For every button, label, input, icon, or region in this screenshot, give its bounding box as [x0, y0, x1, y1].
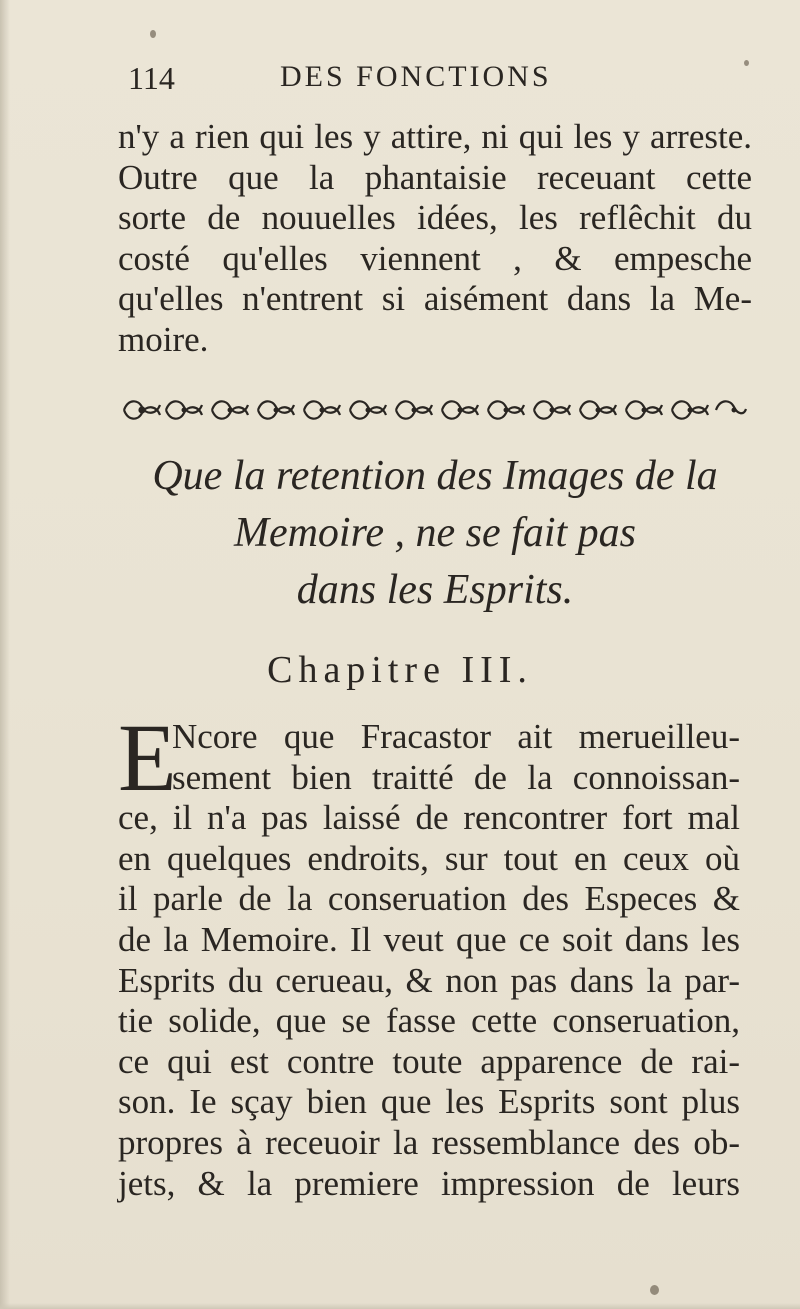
text-line: Esprits du cerueau, & non pas dans la par-	[118, 960, 740, 1000]
text-line: jets, & la premiere impression de leurs	[118, 1163, 740, 1203]
text-line: ce, il n'a pas laissé de rencontrer fort mal	[118, 798, 740, 838]
text-line: de la Memoire. Il veut que ce soit dans les	[118, 919, 740, 959]
ink-spot	[650, 1285, 659, 1295]
running-header	[128, 60, 748, 104]
text-line: ce qui est contre toute apparence de rai-	[118, 1041, 740, 1081]
text-line: tie solide, que se fasse cette conseruation,	[118, 1001, 740, 1041]
text-line: n'y a rien qui les y attire, ni qui les y arreste.	[118, 117, 752, 156]
passage-continued	[118, 117, 752, 361]
ink-spot	[150, 30, 156, 38]
text-line: moire.	[118, 319, 209, 359]
section-title-line: dans les Esprits.	[296, 567, 574, 613]
text-line: son. Ie sçay bien que les Esprits sont plus	[118, 1082, 740, 1122]
text-line: qu'elles n'entrent si aisément dans la Me-	[118, 279, 752, 319]
chapter-body	[118, 704, 740, 1204]
text-line: Ncore que Fracastor ait merueilleu-	[172, 717, 740, 756]
chapter-heading: Chapitre III.	[267, 649, 533, 691]
text-line: en quelques endroits, sur tout en ceux où	[118, 838, 740, 878]
page-number: 114	[128, 60, 175, 96]
drop-cap: E	[118, 704, 177, 811]
text-line: propres à receuoir la ressemblance des ob-	[118, 1122, 740, 1162]
ink-spot	[744, 60, 749, 66]
section-title	[115, 448, 755, 619]
section-title-line: Que la retention des Images de la	[152, 453, 718, 499]
section-title-line: Memoire , ne se fait pas	[233, 510, 637, 556]
text-line: sement bien traitté de la connoissan-	[172, 757, 740, 797]
page-bottom-shadow	[0, 1303, 800, 1309]
running-title: DES FONCTIONS	[280, 60, 552, 93]
text-line: costé qu'elles viennent , & empesche	[118, 238, 752, 278]
text-line: Outre que la phantaisie receuant cette	[118, 157, 752, 197]
text-line: il parle de la conseruation des Especes &	[118, 879, 740, 919]
ornamental-band	[120, 395, 750, 425]
text-line: sorte de nouuelles idées, les reflêchit du	[118, 198, 752, 238]
